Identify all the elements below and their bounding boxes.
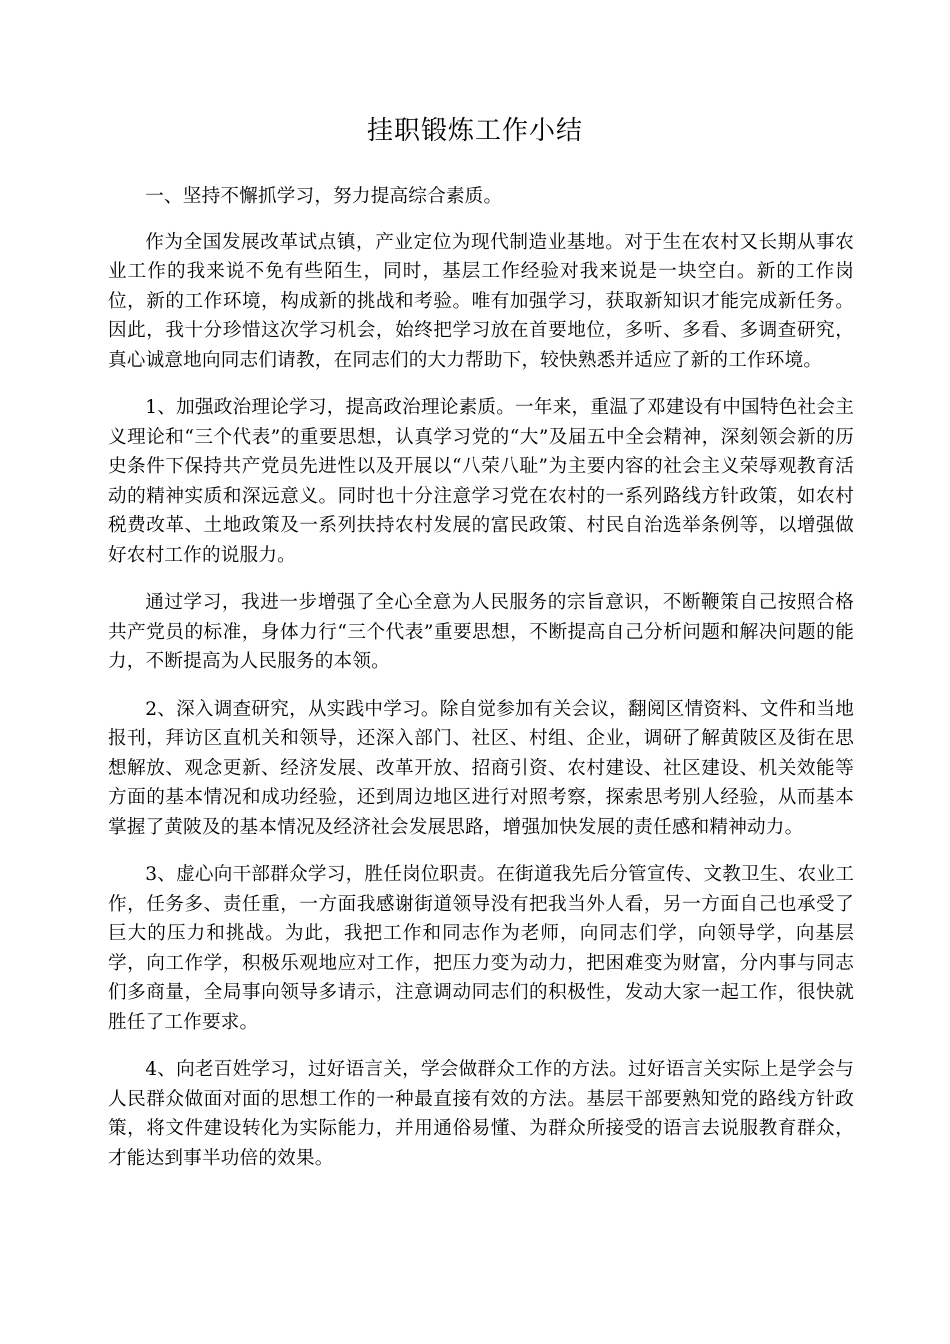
- paragraph-item-2: 2、深入调查研究，从实践中学习。除自觉参加有关会议，翻阅区情资料、文件和当地报刊，拜访区直机关和领导，还深入部门、社区、村组、企业，调研了解黄陂区及街在思想解放、观念更新、经济发展、改革开放、招商引资、农村建设、社区建设、机关效能等方面的基本情况和成功经验，还到周边地区进行对照考察，探索思考别人经验，从而基本掌握了黄陂及的基本情况及经济社会发展思路，增强加快发展的责任感和精神动力。: [108, 698, 854, 838]
- section-heading: 一、坚持不懈抓学习，努力提高综合素质。: [145, 186, 503, 207]
- paragraph-study-result: 通过学习，我进一步增强了全心全意为人民服务的宗旨意识，不断鞭策自己按照合格共产党员的标准，身体力行“三个代表”重要思想，不断提高自己分析问题和解决问题的能力，不断提高为人民服务的本领。: [108, 592, 854, 672]
- document-body: [108, 182, 854, 1191]
- paragraph-item-1: 1、加强政治理论学习，提高政治理论素质。一年来，重温了邓建设有中国特色社会主义理论和“三个代表”的重要思想，认真学习党的“大”及届五中全会精神，深刻领会新的历史条件下保持共产党员先进性以及开展以“八荣八耻”为主要内容的社会主义荣辱观教育活动的精神实质和深远意义。同时也十分注意学习党在农村的一系列路线方针政策，如农村税费改革、土地政策及一系列扶持农村发展的富民政策、村民自治选举条例等，以增强做好农村工作的说服力。: [108, 397, 854, 566]
- paragraph-item-3: 3、虚心向干部群众学习，胜任岗位职责。在街道我先后分管宣传、文教卫生、农业工作，任务多、责任重，一方面我感谢街道领导没有把我当外人看，另一方面自己也承受了巨大的压力和挑战。为此，我把工作和同志作为老师，向同志们学，向领导学，向基层学，向工作学，积极乐观地应对工作，把压力变为动力，把困难变为财富，分内事与同志们多商量，全局事向领导多请示，注意调动同志们的积极性，发动大家一起工作，很快就胜任了工作要求。: [108, 864, 854, 1033]
- paragraph-intro: 作为全国发展改革试点镇，产业定位为现代制造业基地。对于生在农村又长期从事农业工作的我来说不免有些陌生，同时，基层工作经验对我来说是一块空白。新的工作岗位，新的工作环境，构成新的挑战和考验。唯有加强学习，获取新知识才能完成新任务。因此，我十分珍惜这次学习机会，始终把学习放在首要地位，多听、多看、多调查研究，真心诚意地向同志们请教，在同志们的大力帮助下，较快熟悉并适应了新的工作环境。: [108, 231, 854, 371]
- page-title: 挂职锻炼工作小结: [366, 116, 583, 146]
- paragraph-item-4: 4、向老百姓学习，过好语言关，学会做群众工作的方法。过好语言关实际上是学会与人民群众做面对面的思想工作的一种最直接有效的方法。基层干部要熟知党的路线方针政策，将文件建设转化为实际能力，并用通俗易懂、为群众所接受的语言去说服教育群众，才能达到事半功倍的效果。: [108, 1059, 854, 1169]
